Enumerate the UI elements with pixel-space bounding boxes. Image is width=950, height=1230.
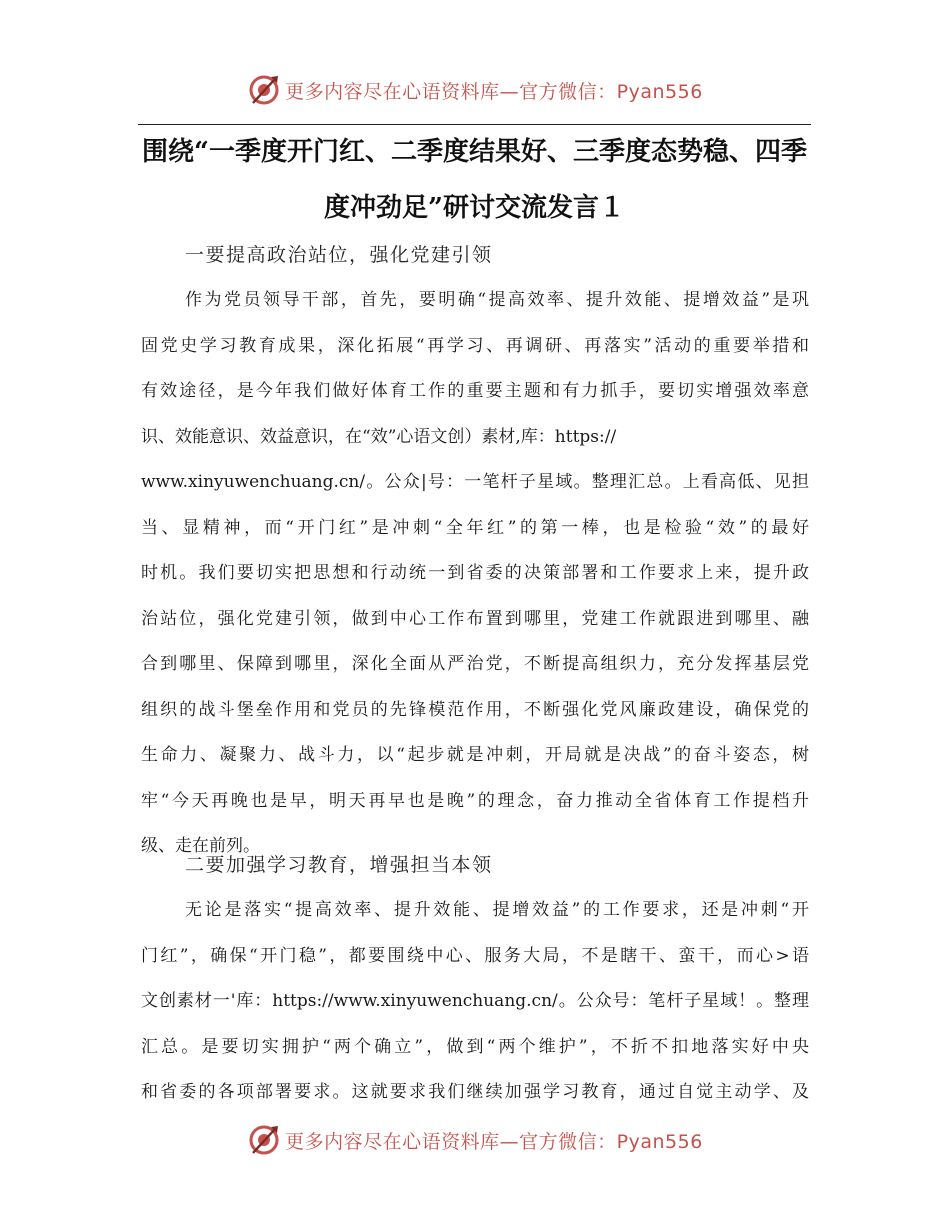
banner-dash: — [499,1130,520,1153]
section-heading-1: 一要提高政治站位，强化党建引领 [185,244,493,266]
body-line: www.xinyuwenchuang.cn/。公众|号：一笔杆子星域。整理汇总。上看高低、见担 [141,472,809,492]
banner-text: 更多内容尽在心语资料库 [285,80,500,103]
body-line: 固党史学习教育成果，深化拓展“再学习、再调研、再落实”活动的重要举措和 [141,335,809,356]
title-line-2: 度冲劲足”研讨交流发言１ [324,193,625,223]
section-body-2 [141,888,809,1116]
body-line: 有效途径，是今年我们做好体育工作的重要主题和有力抓手，要切实增强效率意 [141,381,809,401]
title-line-1: 围绕“一季度开门红、二季度结果好、三季度态势稳、四季 [142,137,807,167]
footer-watermark-banner [0,1120,950,1160]
banner-suffix: 官方微信：Pyan556 [519,1130,703,1153]
body-line: 识、效能意识、效益意识，在“效”心语文创）素材,库：https:// [141,426,617,447]
body-line: 文创素材一'库：https://www.xinyuwenchuang.cn/。公众号：笔杆子星域！。整理 [141,991,809,1011]
body-line: 级、走在前列。 [141,836,260,856]
body-line: 牢“今天再晚也是早，明天再早也是晚”的理念，奋力推动全省体育工作提档升 [141,790,809,811]
body-line: 作为党员领导干部，首先，要明确“提高效率、提升效能、提增效益”是巩 [185,290,809,310]
banner-suffix: 官方微信：Pyan556 [519,80,703,103]
quill-logo-icon [247,1123,281,1157]
body-line: 当、显精神，而“开门红”是冲刺“全年红”的第一棒，也是检验“效”的最好 [141,517,809,538]
body-line: 治站位，强化党建引领，做到中心工作布置到哪里，党建工作就跟进到哪里、融 [141,608,809,629]
body-line: 合到哪里、保障到哪里，深化全面从严治党，不断提高组织力，充分发挥基层党 [141,654,809,674]
banner-dash: — [499,80,520,103]
header-watermark-banner [0,70,950,110]
body-line: 时机。我们要切实把思想和行动统一到省委的决策部署和工作要求上来，提升政 [141,563,809,583]
body-line: 门红”，确保“开门稳”，都要围绕中心、服务大局，不是瞎干、蛮干，而心>语 [141,945,809,966]
banner-text: 更多内容尽在心语资料库 [285,1130,500,1153]
quill-logo-icon [247,73,281,107]
section-body-1 [141,278,809,870]
document-title [138,124,811,236]
body-line: 组织的战斗堡垒作用和党员的先锋模范作用，不断强化党风廉政建设，确保党的 [141,699,809,720]
body-line: 无论是落实“提高效率、提升效能、提增效益”的工作要求，还是冲刺“开 [185,900,809,920]
section-heading-2: 二要加强学习教育，增强担当本领 [185,854,493,876]
body-line: 和省委的各项部署要求。这就要求我们继续加强学习教育，通过自觉主动学、及 [141,1082,809,1102]
body-line: 汇总。是要切实拥护“两个确立”，做到“两个维护”，不折不扣地落实好中央 [141,1036,809,1057]
body-line: 生命力、凝聚力、战斗力，以“起步就是冲刺，开局就是决战”的奋斗姿态，树 [141,745,809,765]
